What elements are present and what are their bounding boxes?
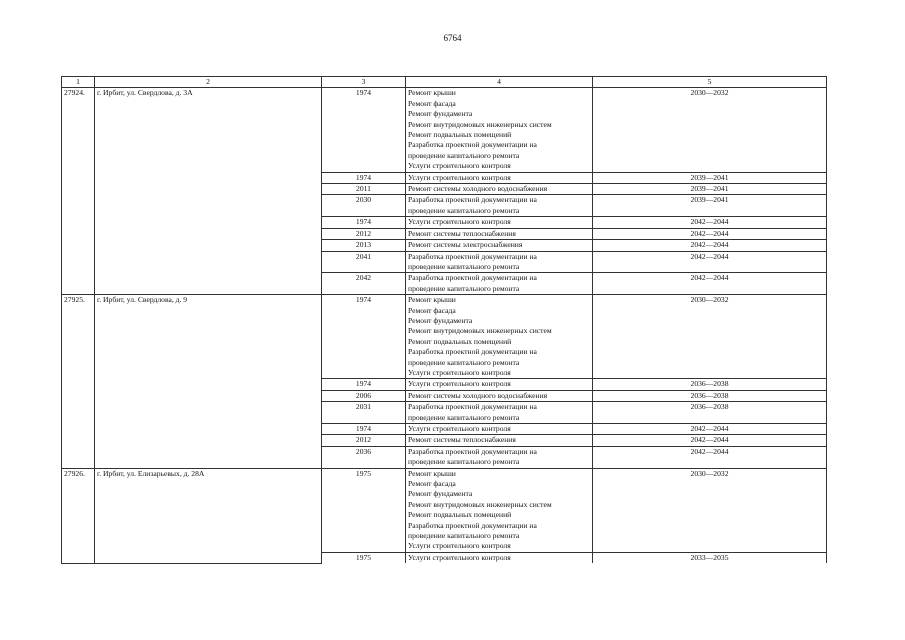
- period-cell: 2039—2041: [593, 195, 827, 217]
- work-type-cell: [406, 379, 593, 390]
- work-type-line: Услуги строительного контроля: [408, 379, 511, 389]
- building-address: г. Ирбит, ул. Елизарьевых, д. 28А: [95, 468, 322, 563]
- period-cell: 2030—2032: [593, 88, 827, 172]
- year-cell: 1975: [322, 468, 406, 552]
- year-cell: 2042: [322, 273, 406, 295]
- period-cell: 2036—2038: [593, 402, 827, 424]
- schedule-body: [62, 88, 827, 563]
- work-type-line: проведение капитального ремонта: [408, 357, 520, 367]
- column-header-3: 3: [322, 77, 406, 88]
- work-type-line: Разработка проектной документации на: [408, 347, 537, 357]
- work-type-line: проведение капитального ремонта: [408, 261, 520, 271]
- period-cell: 2033—2035: [593, 552, 827, 563]
- table-row: [62, 88, 827, 172]
- work-type-line: Ремонт внутридомовых инженерных систем: [408, 326, 552, 336]
- building-address: г. Ирбит, ул. Свердлова, д. 9: [95, 295, 322, 469]
- work-type-line: Услуги строительного контроля: [408, 161, 511, 171]
- table-row: [62, 468, 827, 552]
- repair-schedule-table: [61, 76, 827, 564]
- work-type-line: Разработка проектной документации на: [408, 446, 537, 456]
- work-type-line: Ремонт системы электроснабжения: [408, 240, 523, 250]
- work-type-line: Ремонт подвальных помещений: [408, 510, 512, 520]
- work-type-line: Услуги строительного контроля: [408, 424, 511, 433]
- work-type-line: Ремонт системы холодного водоснабжения: [408, 184, 548, 194]
- work-type-line: Разработка проектной документации на: [408, 195, 537, 205]
- work-type-cell: [406, 435, 593, 446]
- work-type-line: Ремонт фасада: [408, 98, 456, 108]
- year-cell: 2012: [322, 435, 406, 446]
- building-number: 27925.: [62, 295, 95, 469]
- work-type-line: проведение капитального ремонта: [408, 150, 520, 160]
- table-row: [62, 295, 827, 379]
- work-type-cell: [406, 88, 593, 172]
- year-cell: 1974: [322, 295, 406, 379]
- page-number: 6764: [443, 33, 462, 43]
- period-cell: 2039—2041: [593, 172, 827, 183]
- year-cell: 2030: [322, 195, 406, 217]
- period-cell: 2042—2044: [593, 251, 827, 273]
- work-type-cell: [406, 552, 593, 563]
- work-type-line: проведение капитального ремонта: [408, 531, 520, 541]
- year-cell: 1974: [322, 424, 406, 435]
- year-cell: 2013: [322, 240, 406, 251]
- work-type-line: Ремонт крыши: [408, 295, 456, 305]
- work-type-line: Разработка проектной документации на: [408, 520, 537, 530]
- year-cell: 2041: [322, 251, 406, 273]
- work-type-line: Ремонт фундамента: [408, 315, 473, 325]
- work-type-line: Разработка проектной документации на: [408, 140, 537, 150]
- year-cell: 1974: [322, 379, 406, 390]
- work-type-cell: [406, 424, 593, 435]
- year-cell: 2036: [322, 446, 406, 468]
- period-cell: 2042—2044: [593, 424, 827, 435]
- work-type-line: Услуги строительного контроля: [408, 552, 511, 562]
- work-type-line: Услуги строительного контроля: [408, 172, 511, 182]
- year-cell: 1974: [322, 217, 406, 228]
- work-type-line: Ремонт системы теплоснабжения: [408, 228, 516, 238]
- work-type-line: Разработка проектной документации на: [408, 402, 537, 412]
- year-cell: 2006: [322, 390, 406, 401]
- work-type-line: Ремонт подвальных помещений: [408, 130, 512, 140]
- work-type-cell: [406, 468, 593, 552]
- work-type-line: Ремонт внутридомовых инженерных систем: [408, 499, 552, 509]
- building-address: г. Ирбит, ул. Свердлова, д. 3А: [95, 88, 322, 295]
- work-type-line: Ремонт крыши: [408, 88, 456, 98]
- work-type-line: Ремонт фасада: [408, 479, 456, 489]
- period-cell: 2042—2044: [593, 217, 827, 228]
- work-type-cell: [406, 195, 593, 217]
- work-type-line: Разработка проектной документации на: [408, 273, 537, 283]
- period-cell: 2042—2044: [593, 446, 827, 468]
- work-type-line: Ремонт фундамента: [408, 489, 473, 499]
- period-cell: 2039—2041: [593, 184, 827, 195]
- work-type-line: Разработка проектной документации на: [408, 251, 537, 261]
- year-cell: 1974: [322, 88, 406, 172]
- work-type-cell: [406, 217, 593, 228]
- year-cell: 2012: [322, 228, 406, 239]
- work-type-cell: [406, 228, 593, 239]
- work-type-cell: [406, 402, 593, 424]
- year-cell: 2011: [322, 184, 406, 195]
- column-number-row: [62, 77, 827, 88]
- work-type-cell: [406, 172, 593, 183]
- period-cell: 2042—2044: [593, 228, 827, 239]
- year-cell: 1974: [322, 172, 406, 183]
- period-cell: 2036—2038: [593, 379, 827, 390]
- work-type-line: Ремонт системы холодного водоснабжения: [408, 390, 548, 400]
- work-type-line: Услуги строительного контроля: [408, 541, 511, 551]
- work-type-cell: [406, 240, 593, 251]
- period-cell: 2042—2044: [593, 435, 827, 446]
- work-type-cell: [406, 390, 593, 401]
- period-cell: 2030—2032: [593, 468, 827, 552]
- work-type-cell: [406, 446, 593, 468]
- period-cell: 2042—2044: [593, 273, 827, 295]
- work-type-line: Ремонт внутридомовых инженерных систем: [408, 119, 552, 129]
- column-header-1: 1: [62, 77, 95, 88]
- work-type-line: проведение капитального ремонта: [408, 457, 520, 467]
- column-header-2: 2: [95, 77, 322, 88]
- building-number: 27926.: [62, 468, 95, 563]
- period-cell: 2036—2038: [593, 390, 827, 401]
- work-type-line: Ремонт системы теплоснабжения: [408, 435, 516, 445]
- year-cell: 1975: [322, 552, 406, 563]
- period-cell: 2030—2032: [593, 295, 827, 379]
- work-type-cell: [406, 251, 593, 273]
- building-number: 27924.: [62, 88, 95, 295]
- work-type-line: Ремонт фундамента: [408, 109, 473, 119]
- work-type-line: Ремонт крыши: [408, 468, 456, 478]
- year-cell: 2031: [322, 402, 406, 424]
- work-type-cell: [406, 184, 593, 195]
- work-type-line: Услуги строительного контроля: [408, 367, 511, 377]
- work-type-line: проведение капитального ремонта: [408, 283, 520, 293]
- work-type-line: проведение капитального ремонта: [408, 412, 520, 422]
- work-type-line: Ремонт подвальных помещений: [408, 336, 512, 346]
- column-header-5: 5: [593, 77, 827, 88]
- work-type-line: Ремонт фасада: [408, 305, 456, 315]
- period-cell: 2042—2044: [593, 240, 827, 251]
- work-type-line: Услуги строительного контроля: [408, 217, 511, 227]
- work-type-cell: [406, 295, 593, 379]
- work-type-line: проведение капитального ремонта: [408, 205, 520, 215]
- column-header-4: 4: [406, 77, 593, 88]
- work-type-cell: [406, 273, 593, 295]
